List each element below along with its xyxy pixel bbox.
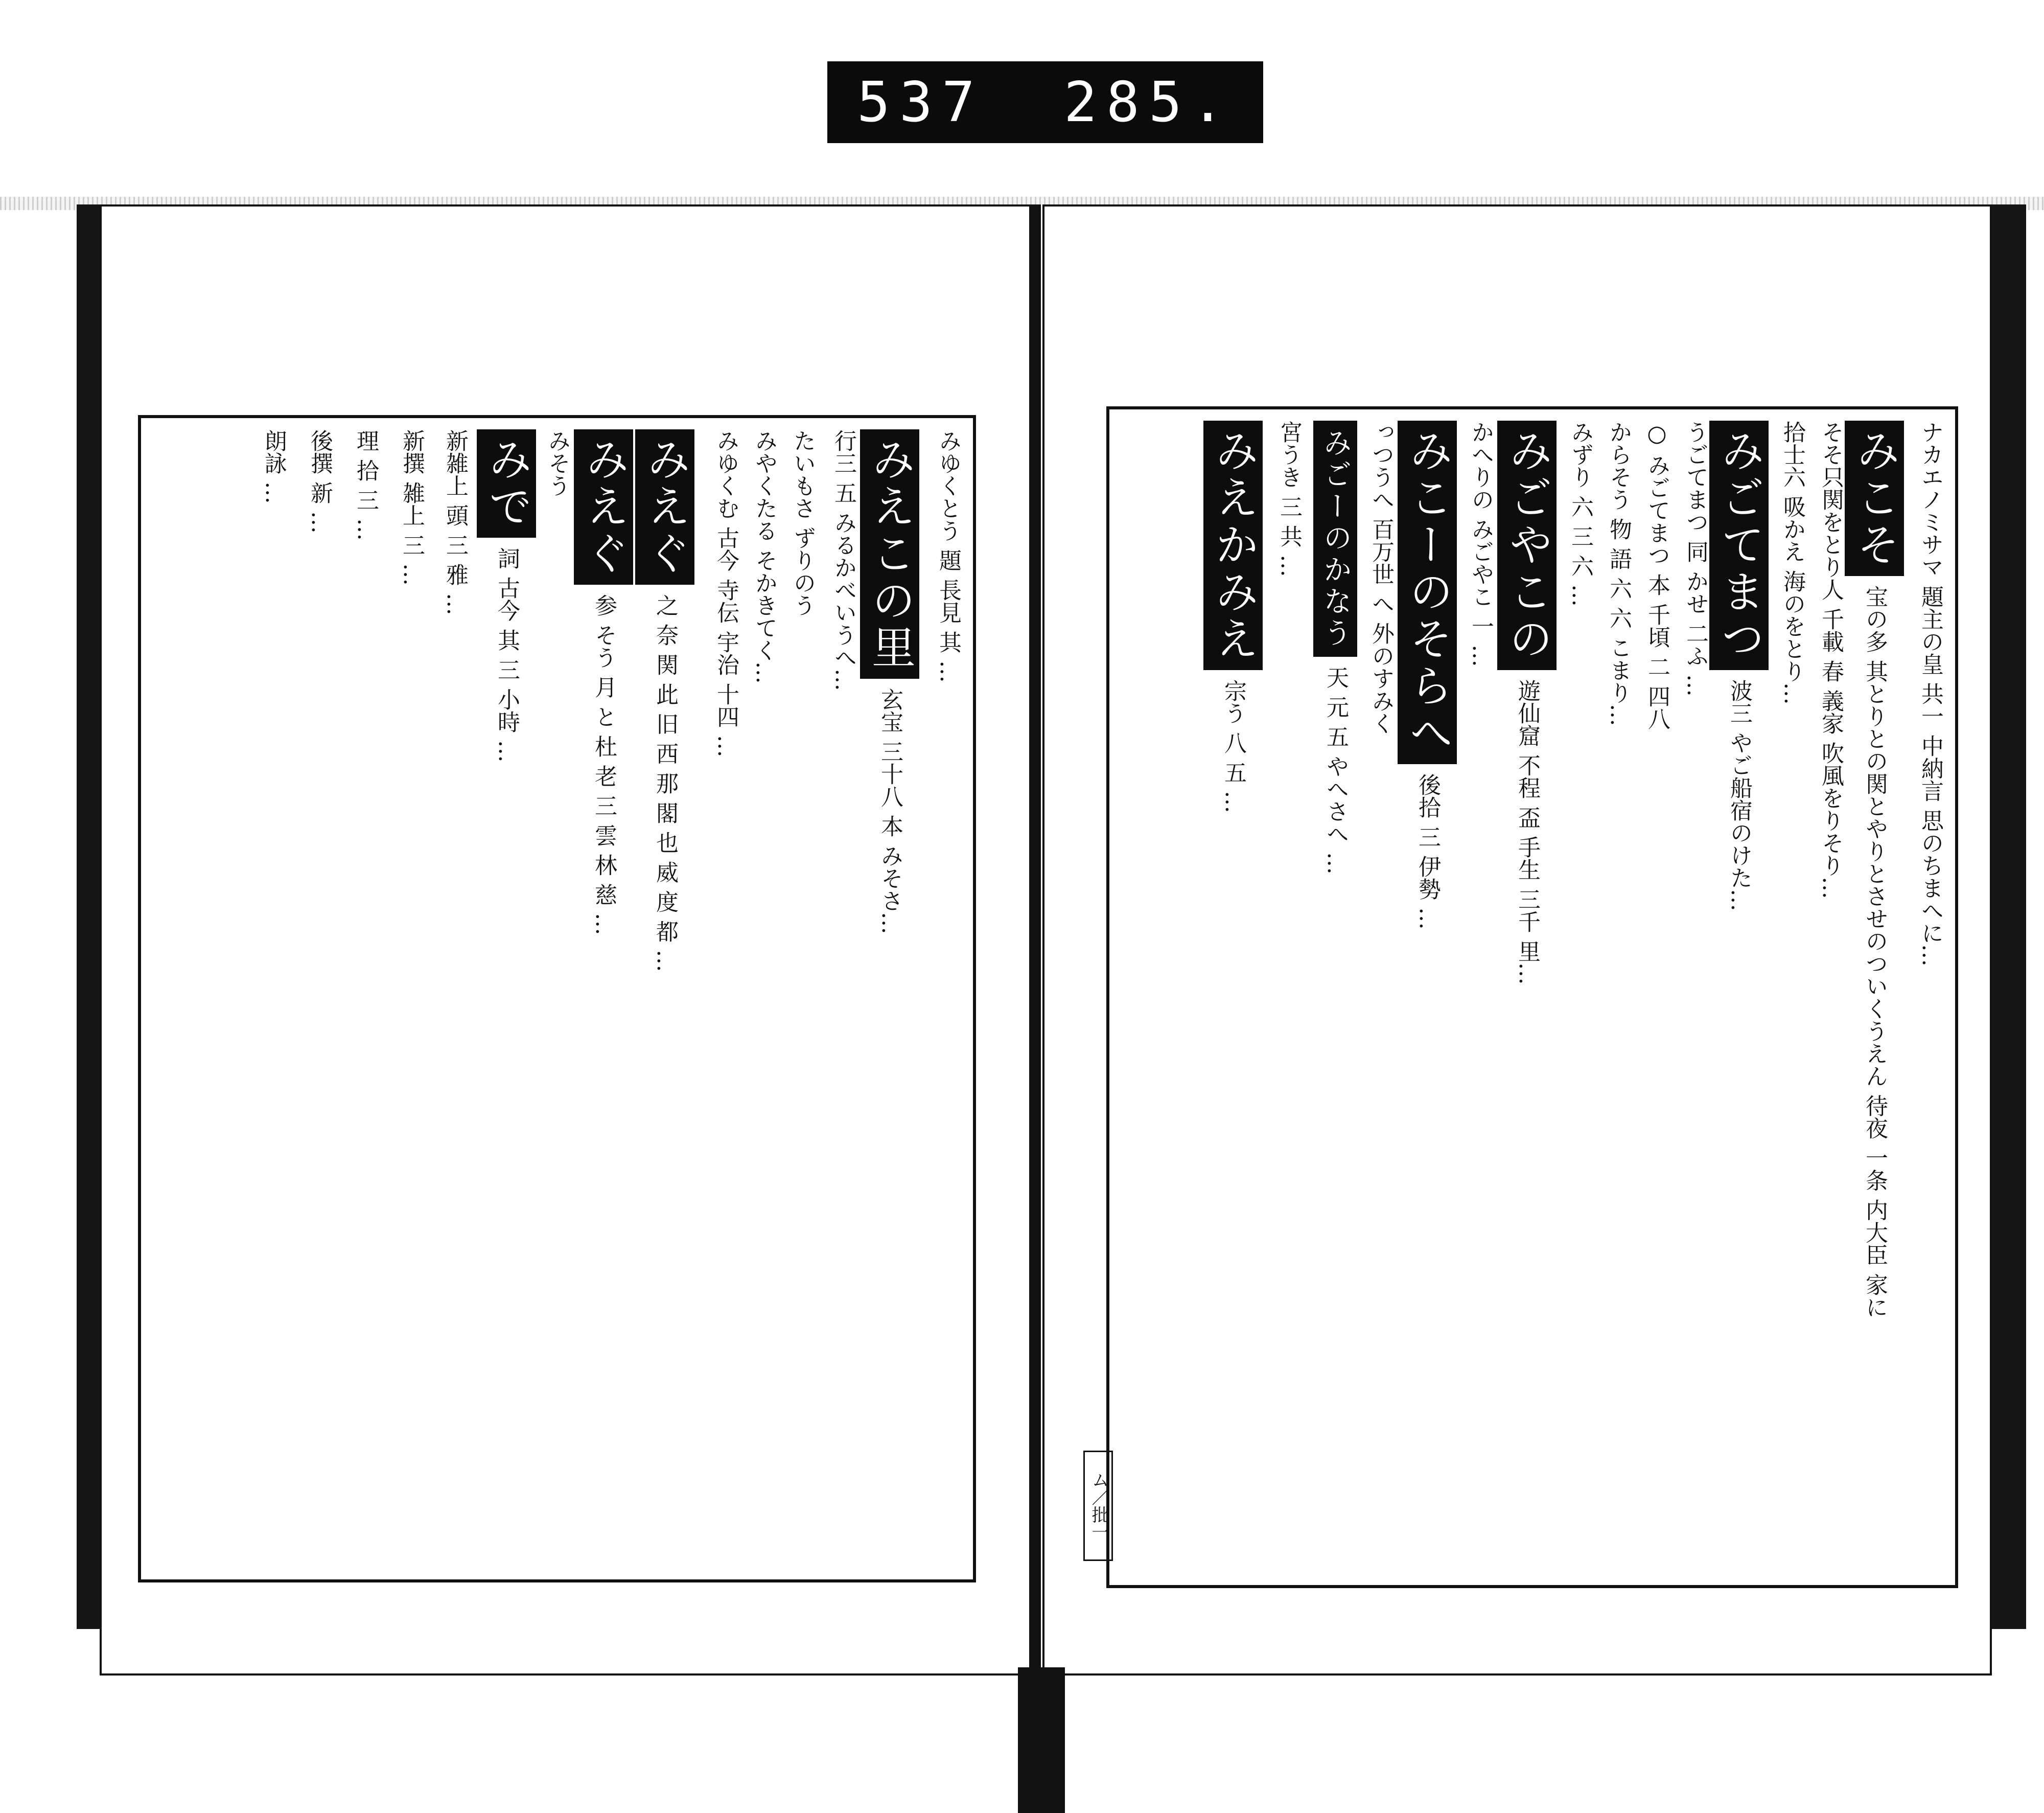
right-column-4: 拾士六 吸かえ 海のをとり…	[1779, 421, 1805, 705]
right-column-11: かへりの みごやこ 一 …	[1468, 421, 1494, 667]
entry-head: みえこの里	[860, 429, 919, 679]
entry-head: みえぐ	[635, 429, 694, 585]
right-column-6: うごてまつ 同 かせ 二ふ …	[1682, 421, 1708, 697]
left-column-5: みやくたる そかきてく…	[751, 429, 777, 684]
right-column-5: みごてまつ波三 やご船宿のけた…	[1709, 421, 1769, 1574]
book-gutter	[1031, 204, 1041, 1671]
left-column-12: 新撰 雑上 三 …	[399, 429, 425, 586]
right-column-7: ○ みごてまつ 本 千頃 二 四八	[1644, 421, 1670, 730]
right-column-1: ナカエノミサマ 題主の皇 共一 中納言 思のちまへに…	[1917, 421, 1943, 967]
left-column-11: 新雑上 頭 三 雅 …	[442, 429, 468, 615]
entry-head: みこーのそらへ	[1398, 421, 1457, 764]
entry-head: みえかみえ	[1203, 421, 1263, 670]
entry-head: みごやこの	[1497, 421, 1557, 670]
left-column-6: みゆくむ 古今 寺伝 宇治 十四 …	[713, 429, 739, 758]
left-column-15: 朗詠 …	[261, 429, 287, 504]
right-column-3: そそ只関をとり人 千載 春 義家 吹風をりそり…	[1818, 421, 1844, 899]
right-column-16: みえかみえ宗う 八 五 …	[1203, 421, 1263, 1574]
right-column-12: みこーのそらへ後拾 三 伊勢 …	[1398, 421, 1457, 1574]
left-column-2: みえこの里玄宝 三十八 本 みそさ…	[860, 429, 919, 1568]
entry-head: みごーのかなう	[1313, 421, 1357, 657]
left-column-9: みそう	[544, 429, 570, 497]
right-column-10: みごやこの遊仙窟 不程 盃 手生 三千 里…	[1497, 421, 1557, 1574]
left-column-4: たいもさ ずりのう	[789, 429, 816, 616]
left-column-10: みで詞 古今 其 三 小時 …	[477, 429, 536, 1568]
archive-number-left: 537	[857, 70, 985, 134]
right-text-frame	[1106, 406, 1958, 1588]
right-book-edge	[1988, 204, 2026, 1629]
entry-head: みで	[477, 429, 536, 538]
entry-head: みえぐ	[574, 429, 633, 585]
left-column-7: みえぐ之 奈 関 此 旧 西 那 閣 也 威 度 都 …	[635, 429, 694, 1568]
left-column-1: みゆくとう 題 長見 其 …	[935, 429, 961, 683]
right-column-9: みずり 六 三 六 …	[1567, 421, 1593, 607]
left-column-8: みえぐ参 そう 月 と 杜 老 三 雲 林 慈 …	[574, 429, 633, 1568]
left-column-14: 後撰 新 …	[307, 429, 333, 534]
right-column-2: みこそ宝の多 其とりとの関とやりとさせのついくうえん 待夜 一条 内大臣 家に	[1845, 421, 1904, 1574]
archive-number-tag	[827, 61, 1263, 143]
left-column-13: 理 拾 三 …	[353, 429, 379, 541]
page-folio-mark: ム／批一	[1083, 1451, 1113, 1561]
right-column-15: 宮うき 三 共 …	[1276, 421, 1302, 577]
right-column-8: からそう 物 語 六 六 こまり…	[1606, 421, 1632, 726]
archive-number-right: 285.	[1063, 70, 1234, 134]
entry-head: みごてまつ	[1709, 421, 1769, 670]
right-column-14: みごーのかなう天 元 五 やへさへ …	[1313, 421, 1357, 1574]
left-text-frame	[138, 415, 976, 1582]
entry-head: みこそ	[1845, 421, 1904, 576]
left-column-3: 行三 五 みるかべいうへ…	[830, 429, 856, 691]
right-column-13: っつうへ 百万世 へ 外のすみく	[1368, 421, 1394, 735]
gutter-shadow	[1018, 1667, 1065, 1813]
